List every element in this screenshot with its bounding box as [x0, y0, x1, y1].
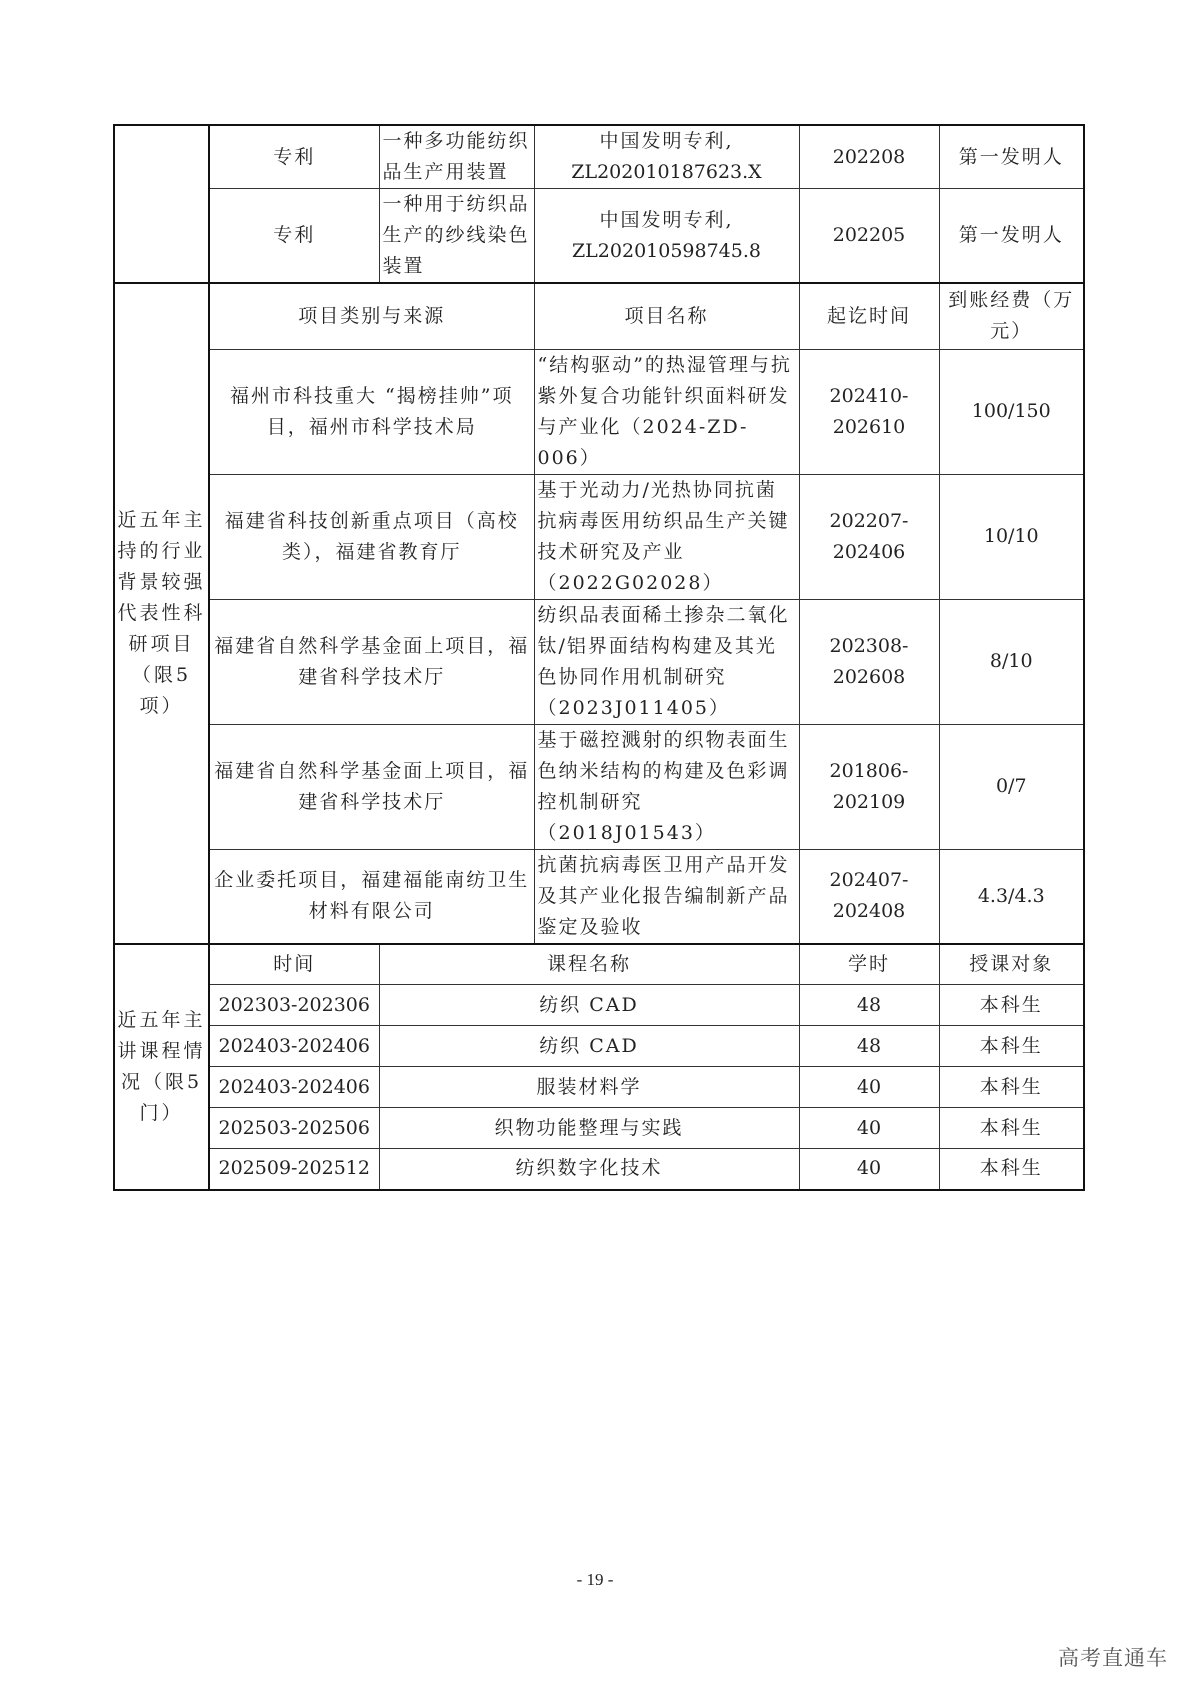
courses-header-hours: 学时: [799, 944, 939, 985]
course-name: 织物功能整理与实践: [379, 1108, 799, 1149]
patent-number-cell: [534, 189, 799, 284]
page-number: - 19 -: [576, 1570, 614, 1589]
projects-header-period: 起讫时间: [799, 283, 939, 349]
projects-header-name: 项目名称: [534, 283, 799, 349]
watermark: 高考直通车: [1058, 1646, 1168, 1670]
patent-section-label: [114, 125, 209, 283]
project-period: 202308-202608: [799, 599, 939, 724]
patent-name: 一种多功能纺织品生产用装置: [379, 125, 534, 189]
patent-number: ZL202010187623.X: [571, 161, 762, 183]
patent-role: 第一发明人: [939, 189, 1084, 284]
project-category: 福建省自然科学基金面上项目，福建省科学技术厅: [209, 724, 534, 849]
projects-header-row: [114, 283, 1084, 349]
resume-table: [113, 124, 1085, 1191]
project-row: [114, 849, 1084, 944]
courses-header-time: 时间: [209, 944, 379, 985]
patent-number-cell: [534, 125, 799, 189]
course-hours: 48: [799, 1026, 939, 1067]
course-row: [114, 1026, 1084, 1067]
course-time: 202303-202306: [209, 985, 379, 1026]
course-name: 纺织数字化技术: [379, 1149, 799, 1190]
project-period: 202410-202610: [799, 349, 939, 474]
project-funding: 0/7: [939, 724, 1084, 849]
course-audience: 本科生: [939, 1108, 1084, 1149]
patent-office: 中国发明专利,: [599, 130, 734, 152]
course-row: [114, 1108, 1084, 1149]
patent-type: 专利: [209, 189, 379, 284]
patent-name: 一种用于纺织品生产的纱线染色装置: [379, 189, 534, 284]
course-time: 202503-202506: [209, 1108, 379, 1149]
project-row: [114, 349, 1084, 474]
course-time: 202509-202512: [209, 1149, 379, 1190]
project-category: 福建省科技创新重点项目（高校类），福建省教育厅: [209, 474, 534, 599]
patent-role: 第一发明人: [939, 125, 1084, 189]
projects-header-funding: 到账经费（万元）: [939, 283, 1084, 349]
courses-header-audience: 授课对象: [939, 944, 1084, 985]
course-time: 202403-202406: [209, 1026, 379, 1067]
courses-header-row: [114, 944, 1084, 985]
projects-header-category: 项目类别与来源: [209, 283, 534, 349]
patent-number: ZL202010598745.8: [571, 239, 761, 262]
project-name: 基于磁控溅射的织物表面生色纳米结构的构建及色彩调控机制研究（2018J01543）: [534, 724, 799, 849]
project-funding: 8/10: [939, 599, 1084, 724]
course-name: 服装材料学: [379, 1067, 799, 1108]
project-funding: 100/150: [939, 349, 1084, 474]
patent-row: [114, 125, 1084, 189]
course-hours: 48: [799, 985, 939, 1026]
project-period: 201806-202109: [799, 724, 939, 849]
course-time: 202403-202406: [209, 1067, 379, 1108]
project-period: 202207-202406: [799, 474, 939, 599]
course-hours: 40: [799, 1108, 939, 1149]
project-category: 企业委托项目，福建福能南纺卫生材料有限公司: [209, 849, 534, 944]
course-audience: 本科生: [939, 985, 1084, 1026]
project-name: 抗菌抗病毒医卫用产品开发及其产业化报告编制新产品鉴定及验收: [534, 849, 799, 944]
project-name: 纺织品表面稀土掺杂二氧化钛/铝界面结构构建及其光色协同作用机制研究（2023J011405）: [534, 599, 799, 724]
course-hours: 40: [799, 1149, 939, 1190]
project-category: 福建省自然科学基金面上项目，福建省科学技术厅: [209, 599, 534, 724]
patent-date: 202208: [799, 125, 939, 189]
course-row: [114, 1149, 1084, 1190]
patent-type: 专利: [209, 125, 379, 189]
project-row: [114, 474, 1084, 599]
project-funding: 10/10: [939, 474, 1084, 599]
project-row: [114, 724, 1084, 849]
course-audience: 本科生: [939, 1067, 1084, 1108]
project-row: [114, 599, 1084, 724]
course-name: 纺织 CAD: [379, 985, 799, 1026]
courses-section-label: 近五年主讲课程情况（限5门）: [114, 944, 209, 1190]
project-name: 基于光动力/光热协同抗菌抗病毒医用纺织品生产关键技术研究及产业（2022G02028）: [534, 474, 799, 599]
course-row: [114, 985, 1084, 1026]
courses-header-name: 课程名称: [379, 944, 799, 985]
projects-section-label: 近五年主持的行业背景较强代表性科研项目（限5项）: [114, 283, 209, 944]
project-category: 福州市科技重大 “揭榜挂帅”项目，福州市科学技术局: [209, 349, 534, 474]
project-funding: 4.3/4.3: [939, 849, 1084, 944]
patent-date: 202205: [799, 189, 939, 284]
project-period: 202407-202408: [799, 849, 939, 944]
patent-office: 中国发明专利,: [599, 208, 734, 231]
course-row: [114, 1067, 1084, 1108]
project-name: “结构驱动”的热湿管理与抗紫外复合功能针织面料研发与产业化（2024-ZD-006）: [534, 349, 799, 474]
course-audience: 本科生: [939, 1149, 1084, 1190]
course-hours: 40: [799, 1067, 939, 1108]
course-audience: 本科生: [939, 1026, 1084, 1067]
course-name: 纺织 CAD: [379, 1026, 799, 1067]
patent-row: [114, 189, 1084, 284]
